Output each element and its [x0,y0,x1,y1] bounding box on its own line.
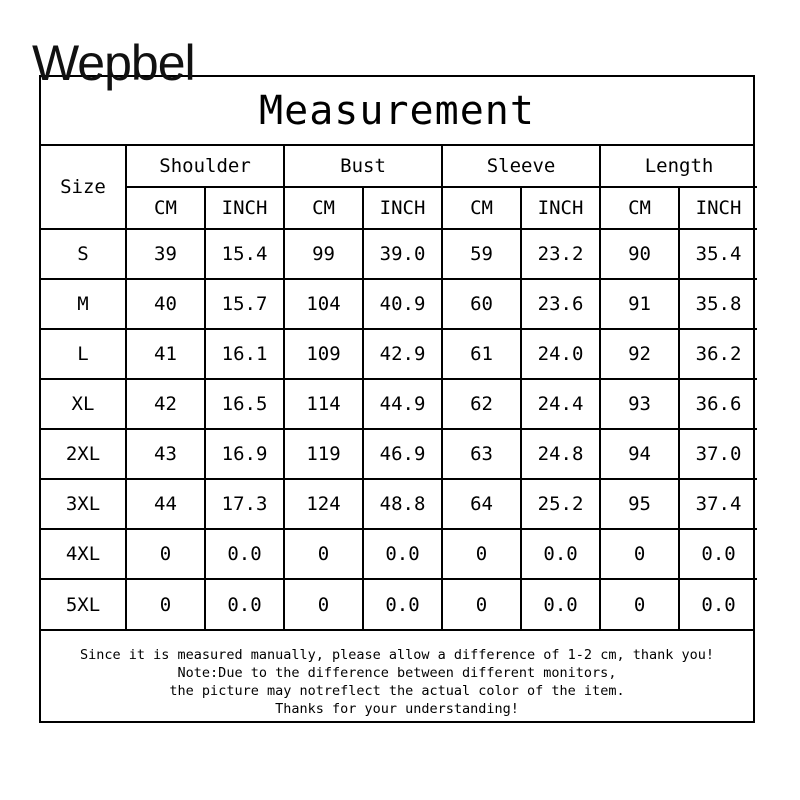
table-row [41,379,757,429]
value-cell: 109 [284,329,363,379]
unit-header-cm: CM [442,187,521,229]
value-cell: 46.9 [363,429,442,479]
value-cell: 104 [284,279,363,329]
value-cell: 40 [126,279,205,329]
value-cell: 0.0 [521,529,600,579]
note-line: Since it is measured manually, please allow a difference of 1-2 cm, thank you! [80,647,714,663]
value-cell: 62 [442,379,521,429]
group-header-bust: Bust [284,146,442,187]
group-header-shoulder: Shoulder [126,146,284,187]
value-cell: 36.2 [679,329,757,379]
value-cell: 23.6 [521,279,600,329]
brand-watermark: Wepbel [32,35,195,91]
value-cell: 0.0 [521,579,600,629]
value-cell: 35.4 [679,229,757,279]
value-cell: 23.2 [521,229,600,279]
unit-header-cm: CM [284,187,363,229]
value-cell: 0.0 [679,579,757,629]
table-row [41,529,757,579]
disclaimer-note [41,629,753,722]
value-cell: 60 [442,279,521,329]
value-cell: 59 [442,229,521,279]
value-cell: 0.0 [363,579,442,629]
note-line: Note:Due to the difference between different monitors, [177,665,617,681]
value-cell: 37.0 [679,429,757,479]
value-cell: 25.2 [521,479,600,529]
value-cell: 42 [126,379,205,429]
size-cell: S [41,229,126,279]
value-cell: 0.0 [205,579,284,629]
value-cell: 24.0 [521,329,600,379]
value-cell: 90 [600,229,679,279]
value-cell: 48.8 [363,479,442,529]
value-cell: 37.4 [679,479,757,529]
unit-header-inch: INCH [679,187,757,229]
size-cell: 3XL [41,479,126,529]
value-cell: 114 [284,379,363,429]
size-cell: 5XL [41,579,126,629]
size-cell: XL [41,379,126,429]
size-cell: 2XL [41,429,126,479]
group-header-sleeve: Sleeve [442,146,600,187]
value-cell: 0 [284,579,363,629]
header-row-units [41,187,757,229]
value-cell: 124 [284,479,363,529]
unit-header-cm: CM [126,187,205,229]
value-cell: 44 [126,479,205,529]
unit-header-inch: INCH [521,187,600,229]
size-cell: M [41,279,126,329]
value-cell: 0.0 [363,529,442,579]
value-cell: 92 [600,329,679,379]
value-cell: 44.9 [363,379,442,429]
table-row [41,329,757,379]
value-cell: 61 [442,329,521,379]
value-cell: 0 [126,579,205,629]
value-cell: 16.9 [205,429,284,479]
value-cell: 17.3 [205,479,284,529]
value-cell: 95 [600,479,679,529]
table-row [41,229,757,279]
value-cell: 35.8 [679,279,757,329]
value-cell: 93 [600,379,679,429]
size-header: Size [41,146,126,229]
table-row [41,279,757,329]
value-cell: 0 [442,579,521,629]
value-cell: 42.9 [363,329,442,379]
value-cell: 15.7 [205,279,284,329]
value-cell: 16.5 [205,379,284,429]
value-cell: 39.0 [363,229,442,279]
note-line: the picture may notreflect the actual color of the item. [169,683,625,699]
group-header-length: Length [600,146,757,187]
table-row [41,429,757,479]
value-cell: 63 [442,429,521,479]
value-cell: 94 [600,429,679,479]
value-cell: 0 [442,529,521,579]
value-cell: 0.0 [205,529,284,579]
value-cell: 41 [126,329,205,379]
size-cell: L [41,329,126,379]
header-row-groups [41,146,757,187]
value-cell: 24.8 [521,429,600,479]
value-cell: 39 [126,229,205,279]
value-cell: 64 [442,479,521,529]
value-cell: 0 [600,529,679,579]
value-cell: 91 [600,279,679,329]
value-cell: 0 [284,529,363,579]
table-row [41,479,757,529]
value-cell: 16.1 [205,329,284,379]
value-cell: 99 [284,229,363,279]
value-cell: 0 [600,579,679,629]
chart-title: Measurement [41,77,753,146]
note-line: Thanks for your understanding! [275,701,519,717]
value-cell: 0.0 [679,529,757,579]
size-cell: 4XL [41,529,126,579]
value-cell: 36.6 [679,379,757,429]
size-chart [39,75,755,723]
value-cell: 0 [126,529,205,579]
value-cell: 119 [284,429,363,479]
value-cell: 24.4 [521,379,600,429]
unit-header-cm: CM [600,187,679,229]
unit-header-inch: INCH [205,187,284,229]
unit-header-inch: INCH [363,187,442,229]
value-cell: 40.9 [363,279,442,329]
value-cell: 15.4 [205,229,284,279]
measurement-table [41,146,757,629]
table-row [41,579,757,629]
value-cell: 43 [126,429,205,479]
